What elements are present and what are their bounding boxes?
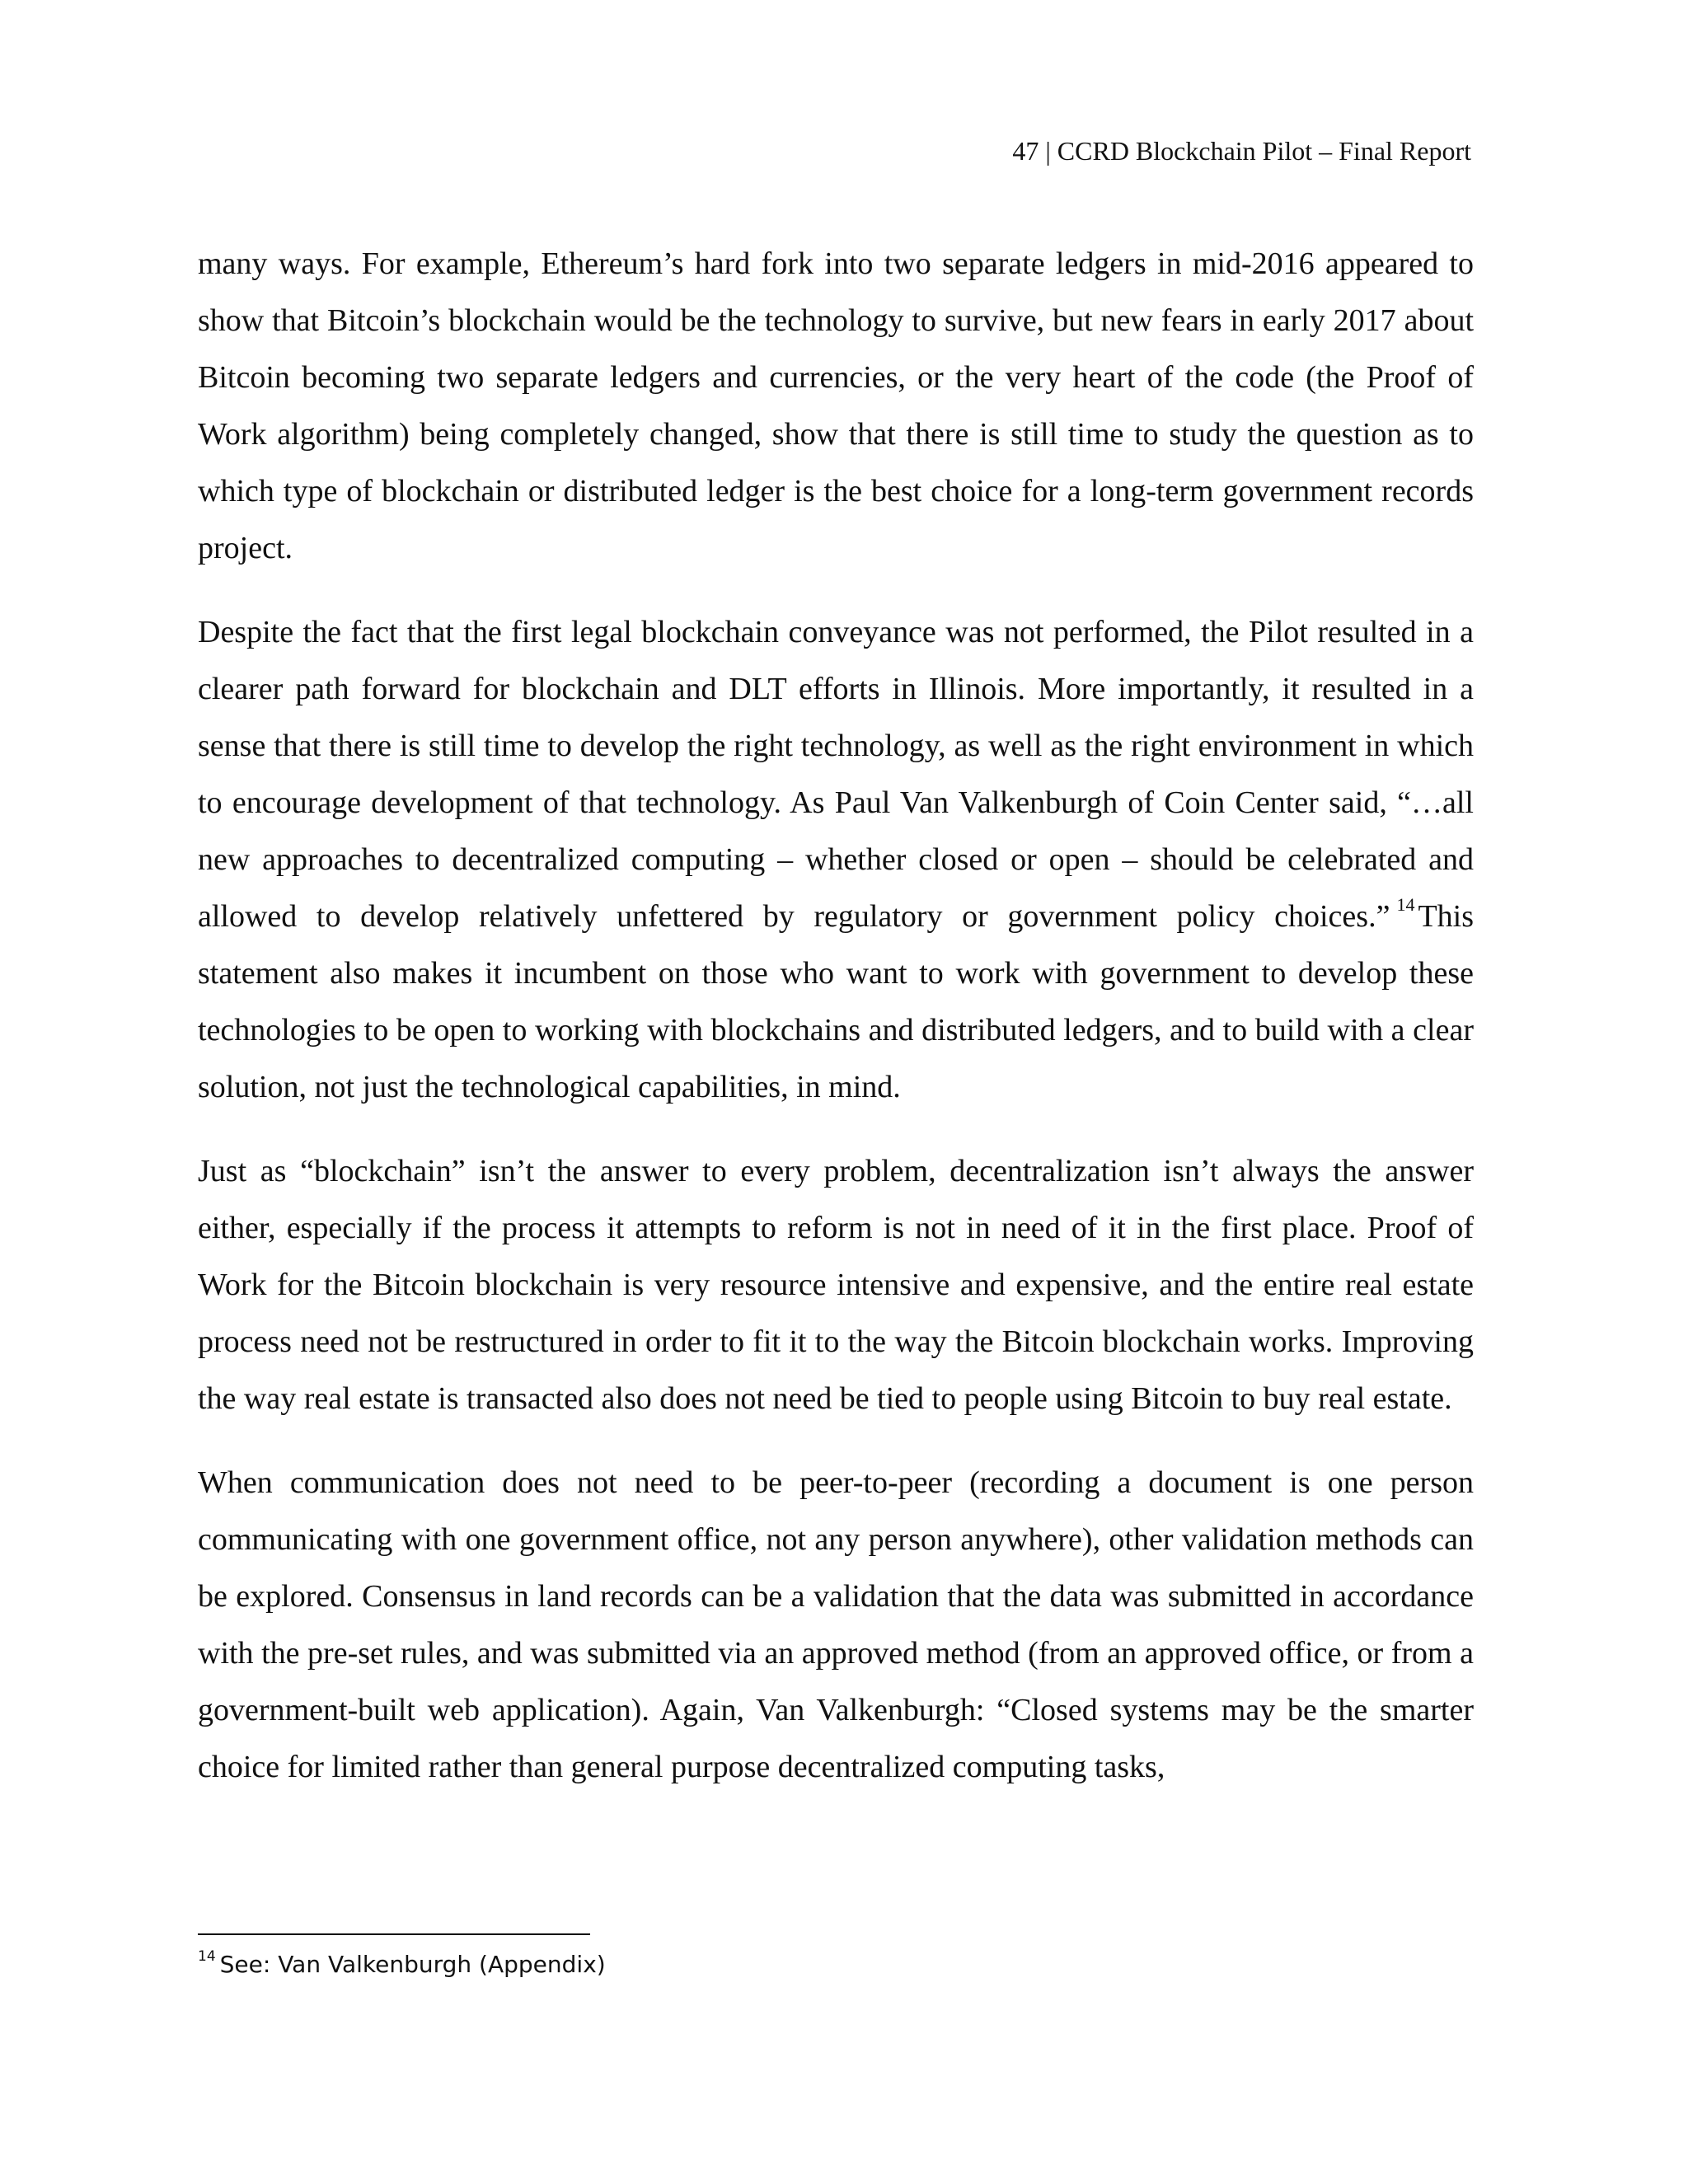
footnote bbox=[198, 1948, 606, 1981]
footnote-reference: 14 bbox=[1396, 894, 1415, 915]
running-header: 47 | CCRD Blockchain Pilot – Final Report bbox=[1012, 136, 1471, 166]
body-text bbox=[198, 236, 1474, 1823]
paragraph-2-text-before-ref: Despite the fact that the first legal blockchain conveyance was not performed, the Pilot resulted in a clearer path forward for blockchain and DLT efforts in Illinois. More importantly, it resulted in a sense that there is still time to develop the right technology, as well as the right environment in which to encourage development of that technology. As Paul Van Valkenburgh of Coin Center said, “…all new approaches to decentralized computing – whether closed or open – should be celebrated and allowed to develop relatively unfettered by regulatory or government policy choices.” bbox=[198, 615, 1474, 934]
paragraph-2-text-after-ref: This statement also makes it incumbent on those who want to work with government to develop these technologies to be open to working with blockchains and distributed ledgers, and to build with a clear solution, not just the technological capabilities, in mind. bbox=[198, 899, 1474, 1104]
paragraph-1: many ways. For example, Ethereum’s hard fork into two separate ledgers in mid-2016 appeared to show that Bitcoin’s blockchain would be the technology to survive, but new fears in early 2017 about Bitcoin becoming two separate ledgers and currencies, or the very heart of the code (the Proof of Work algorithm) being completely changed, show that there is still time to study the question as to which type of blockchain or distributed ledger is the best choice for a long-term government records project. bbox=[198, 246, 1474, 565]
paragraph-3: Just as “blockchain” isn’t the answer to every problem, decentralization isn’t always the answer either, especially if the process it attempts to reform is not in need of it in the first place. Proof of Work for the Bitcoin blockchain is very resource intensive and expensive, and the entire real estate process need not be restructured in order to fit it to the way the Bitcoin blockchain works. Improving the way real estate is transacted also does not need be tied to people using Bitcoin to buy real estate. bbox=[198, 1154, 1474, 1416]
footnote-number: 14 bbox=[198, 1948, 216, 1965]
footnote-text: See: Van Valkenburgh (Appendix) bbox=[219, 1951, 606, 1978]
paragraph-4: When communication does not need to be peer-to-peer (recording a document is one person communicating with one government office, not any person anywhere), other validation methods can be explored. Consensus in land records can be a validation that the data was submitted in accordance with the pre-set rules, and was submitted via an approved method (from an approved office, or from a government-built web application). Again, Van Valkenburgh: “Closed systems may be the smarter choice for limited rather than general purpose decentralized computing tasks, bbox=[198, 1465, 1474, 1784]
paragraph-2 bbox=[198, 604, 1474, 1116]
footnote-separator bbox=[198, 1933, 590, 1935]
